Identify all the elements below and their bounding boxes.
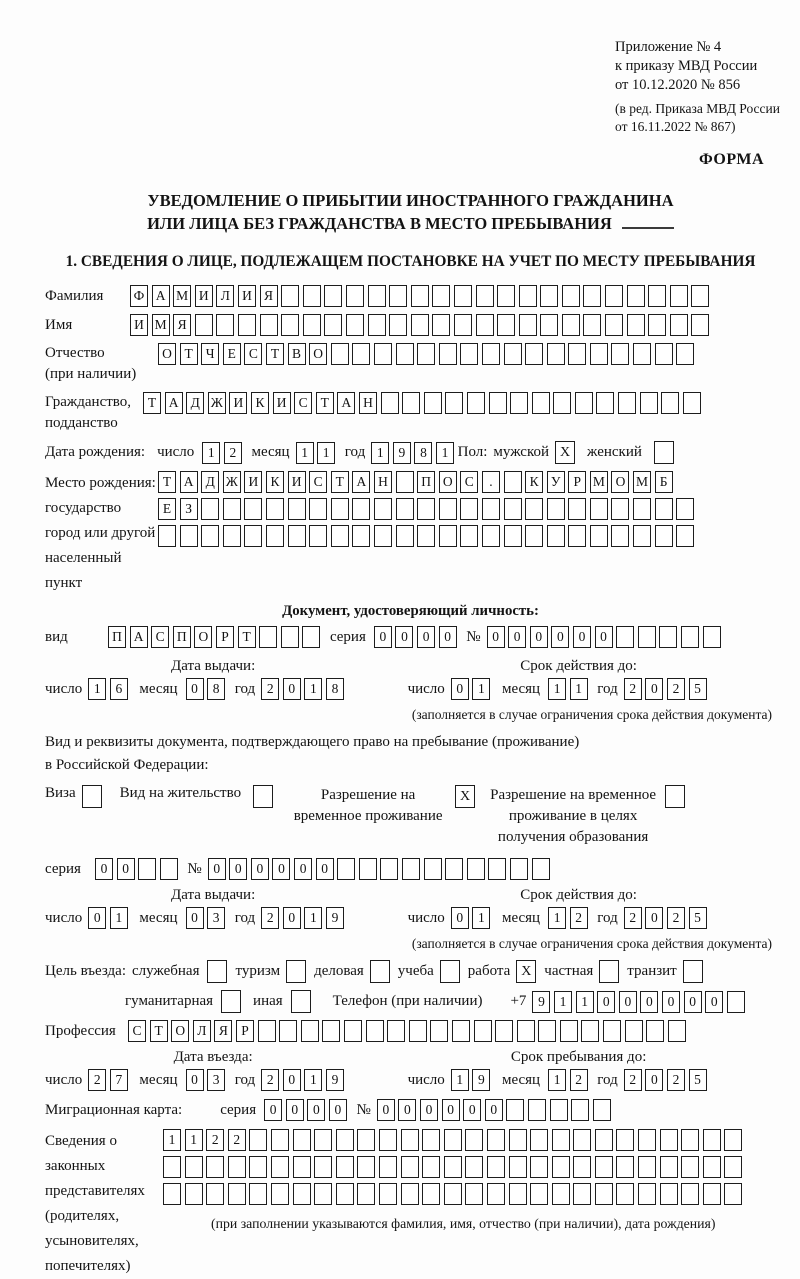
profession-row (45, 1020, 776, 1042)
birth-place-block (45, 471, 776, 596)
appendix-line: к приказу МВД России (615, 58, 758, 74)
phone-label: Телефон (при наличии) (332, 993, 483, 1009)
migration-number-field[interactable]: 0 0 0 0 0 0 (377, 1099, 615, 1121)
purpose-work-checkbox[interactable]: X (516, 960, 536, 983)
representatives-row1-field[interactable]: 1 1 2 2 (163, 1129, 746, 1151)
series-label: серия (45, 860, 81, 877)
option-temp-residence-education-checkbox[interactable] (665, 785, 685, 808)
blank-underline (622, 213, 674, 229)
day-label: число (407, 680, 445, 697)
permit-issue-month[interactable]: 0 3 (186, 907, 229, 929)
purpose-work-label: работа (467, 963, 511, 979)
day-label: число (407, 1071, 445, 1088)
purpose-private-label: частная (544, 963, 594, 979)
purpose-humanitarian-label: гуманитарная (125, 993, 214, 1009)
month-label: месяц (251, 444, 290, 460)
validity-note: (заполняется в случае ограничения срока действия документа) (411, 936, 772, 951)
purpose-study-label: учеба (397, 963, 434, 979)
representatives-row3-field[interactable] (163, 1183, 746, 1205)
day-label: число (45, 909, 83, 926)
month-label: месяц (139, 909, 178, 926)
doc-series-field[interactable]: 0 0 0 0 (374, 626, 460, 648)
section1-heading: 1. СВЕДЕНИЯ О ЛИЦЕ, ПОДЛЕЖАЩЕМ ПОСТАНОВКЕ НА УЧЕТ ПО МЕСТУ ПРЕБЫВАНИЯ (65, 253, 756, 270)
permit-issue-day[interactable]: 0 1 (88, 907, 131, 929)
profession-label: Профессия (45, 1022, 116, 1039)
sex-female-checkbox[interactable] (654, 441, 674, 464)
issue-date-heading: Дата выдачи: (171, 887, 256, 903)
migration-series-field[interactable]: 0 0 0 0 (264, 1099, 350, 1121)
permit-issue-year[interactable]: 2 0 1 9 (261, 907, 347, 929)
purpose-private-checkbox[interactable] (599, 960, 619, 983)
day-label: число (157, 444, 195, 460)
option-residence-permit-label: Вид на жительство (119, 785, 242, 801)
stay-day[interactable]: 1 9 (451, 1069, 494, 1091)
year-label: год (234, 680, 256, 697)
patronymic-label: Отчество (при наличии) (45, 345, 137, 382)
option-temp-residence-education (489, 785, 685, 848)
issue-date-heading: Дата выдачи: (171, 658, 256, 674)
series-label: серия (329, 628, 366, 645)
purpose-official-checkbox[interactable] (207, 960, 227, 983)
purpose-other-label: иная (253, 993, 283, 1009)
identity-doc-dates-headings (45, 658, 776, 675)
entry-day[interactable]: 2 7 (88, 1069, 131, 1091)
valid-until-heading: Срок действия до: (520, 887, 637, 903)
form-label: ФОРМА (698, 151, 764, 168)
birth-day-field[interactable]: 1 2 (202, 442, 245, 464)
day-label: число (45, 1071, 83, 1088)
representatives-row2-field[interactable] (163, 1156, 746, 1178)
month-label: месяц (501, 680, 541, 697)
birth-date-label: Дата рождения: (45, 444, 146, 460)
year-label: год (234, 1071, 256, 1088)
migration-card-label: Миграционная карта: (45, 1101, 183, 1118)
doc-type-label: вид (45, 628, 68, 645)
citizenship-field[interactable]: Т А Д Ж И К И С Т А Н (143, 392, 704, 414)
birth-place-row3-field[interactable] (158, 525, 698, 547)
citizenship-row (45, 392, 776, 434)
birth-place-row1-field[interactable]: Т А Д Ж И К И С Т А Н П О С . К У Р М О М Б (158, 471, 698, 493)
residence-doc-series-row (45, 858, 776, 880)
option-visa-label: Виза (45, 785, 76, 801)
visit-purpose-row2 (45, 990, 776, 1013)
appendix-reference (615, 38, 800, 95)
amendment-line: от 16.11.2022 № 867) (615, 118, 736, 134)
year-label: год (597, 909, 618, 926)
doc-valid-day[interactable]: 0 1 (451, 678, 494, 700)
purpose-business-label: деловая (314, 963, 364, 979)
form-title-line1: УВЕДОМЛЕНИЕ О ПРИБЫТИИ ИНОСТРАННОГО ГРАЖДАНИНА (147, 191, 674, 210)
stay-year[interactable]: 2 0 2 5 (624, 1069, 710, 1091)
number-label: № (466, 628, 481, 645)
given-name-label: Имя (45, 316, 73, 333)
residence-options-row (45, 785, 776, 848)
purpose-tourism-checkbox[interactable] (286, 960, 306, 983)
migration-card-row (45, 1099, 776, 1121)
month-label: месяц (501, 1071, 541, 1088)
doc-valid-month[interactable]: 1 1 (548, 678, 591, 700)
form-title (45, 189, 776, 235)
representatives-label: Сведения о законных представителях (родителях, усыновителях, попечителях) (45, 1133, 145, 1274)
entry-year[interactable]: 2 0 1 9 (261, 1069, 347, 1091)
year-label: год (234, 909, 256, 926)
permit-valid-year[interactable]: 2 0 2 5 (624, 907, 710, 929)
doc-type-field[interactable]: П А С П О Р Т (108, 626, 324, 648)
birth-year-field[interactable]: 1 9 8 1 (371, 442, 457, 464)
entry-month[interactable]: 0 3 (186, 1069, 229, 1091)
year-label: год (344, 444, 366, 460)
doc-issue-year[interactable]: 2 0 1 8 (261, 678, 347, 700)
given-name-field[interactable]: И М Я (130, 314, 713, 336)
month-label: месяц (139, 680, 178, 697)
doc-issue-day[interactable]: 1 6 (88, 678, 131, 700)
given-name-row (45, 314, 776, 336)
birth-month-field[interactable]: 1 1 (296, 442, 339, 464)
citizenship-label: Гражданство, подданство (45, 394, 132, 431)
residence-doc-intro2: в Российской Федерации: (45, 757, 209, 773)
form-title-line2: ИЛИ ЛИЦА БЕЗ ГРАЖДАНСТВА В МЕСТО ПРЕБЫВАНИЯ (45, 212, 776, 235)
appendix-line: Приложение № 4 (615, 39, 722, 55)
year-label: год (597, 680, 618, 697)
permit-number-field[interactable]: 0 0 0 0 0 0 (208, 858, 554, 880)
purpose-tourism-label: туризм (235, 963, 281, 979)
surname-field[interactable]: Ф А М И Л И Я (130, 285, 713, 307)
day-label: число (407, 909, 445, 926)
purpose-transit-checkbox[interactable] (683, 960, 703, 983)
identity-doc-dates-row (45, 678, 776, 700)
birth-place-row2-field[interactable]: Е З (158, 498, 698, 520)
month-label: месяц (501, 909, 541, 926)
month-label: месяц (139, 1071, 178, 1088)
purpose-official-label: служебная (131, 963, 200, 979)
doc-number-field[interactable]: 0 0 0 0 0 0 (487, 626, 725, 648)
permit-valid-day[interactable]: 0 1 (451, 907, 494, 929)
purpose-transit-label: транзит (627, 963, 677, 979)
phone-prefix: +7 (510, 993, 527, 1009)
amendment-line: (в ред. Приказа МВД России (615, 101, 780, 116)
residence-doc-dates-headings (45, 887, 776, 904)
entry-dates-headings (45, 1049, 776, 1066)
permit-valid-month[interactable]: 1 2 (548, 907, 591, 929)
day-label: число (45, 680, 83, 697)
patronymic-row (45, 343, 776, 385)
stay-month[interactable]: 1 2 (548, 1069, 591, 1091)
identity-doc-row (45, 626, 776, 648)
phone-field[interactable]: 9 1 1 0 0 0 0 0 0 (532, 991, 748, 1013)
sex-male-label: мужской (493, 444, 550, 460)
birth-place-label: Место рождения: государство город или другой населенный пункт (45, 475, 156, 591)
patronymic-field[interactable]: О Т Ч Е С Т В О (158, 343, 698, 365)
option-temp-residence (289, 785, 475, 827)
permit-series-field[interactable]: 0 0 (95, 858, 181, 880)
doc-valid-year[interactable]: 2 0 2 5 (624, 678, 710, 700)
visit-purpose-label: Цель въезда: (45, 963, 126, 979)
residence-doc-dates-row (45, 907, 776, 929)
entry-date-heading: Дата въезда: (173, 1049, 253, 1065)
option-residence-permit (120, 785, 273, 808)
purpose-study-checkbox[interactable] (440, 960, 460, 983)
stay-until-heading: Срок пребывания до: (510, 1049, 647, 1065)
option-visa (45, 785, 102, 808)
entry-dates-row (45, 1069, 776, 1091)
number-label: № (356, 1101, 371, 1118)
birth-date-row (45, 441, 776, 464)
valid-until-heading: Срок действия до: (520, 658, 637, 674)
option-residence-permit-checkbox[interactable] (253, 785, 273, 808)
surname-label: Фамилия (45, 287, 104, 304)
year-label: год (597, 1071, 618, 1088)
option-visa-checkbox[interactable] (82, 785, 102, 808)
sex-label: Пол: (457, 444, 488, 460)
visit-purpose-row (45, 960, 776, 983)
representatives-block (45, 1129, 776, 1279)
purpose-other-checkbox[interactable] (291, 990, 311, 1013)
representatives-note: (при заполнении указываются фамилия, имя, отчество (при наличии), дата рождения) (211, 1216, 716, 1231)
identity-doc-heading: Документ, удостоверяющий личность: (282, 603, 539, 619)
sex-female-label: женский (587, 444, 642, 460)
option-temp-residence-checkbox[interactable]: X (455, 785, 475, 808)
residence-doc-intro1: Вид и реквизиты документа, подтверждающего право на пребывание (проживание) (45, 734, 580, 750)
purpose-humanitarian-checkbox[interactable] (221, 990, 241, 1013)
option-temp-residence-education-label: Разрешение на временное проживание в целях получения образования (490, 787, 657, 845)
surname-row (45, 285, 776, 307)
amendment-reference (615, 100, 800, 135)
purpose-business-checkbox[interactable] (370, 960, 390, 983)
profession-field[interactable]: С Т О Л Я Р (128, 1020, 689, 1042)
validity-note: (заполняется в случае ограничения срока действия документа) (411, 707, 772, 722)
doc-issue-month[interactable]: 0 8 (186, 678, 229, 700)
sex-male-checkbox[interactable]: X (555, 441, 575, 464)
appendix-line: от 10.12.2020 № 856 (615, 77, 741, 93)
series-label: серия (220, 1101, 257, 1118)
option-temp-residence-label: Разрешение на временное проживание (293, 787, 443, 824)
number-label: № (187, 860, 202, 877)
